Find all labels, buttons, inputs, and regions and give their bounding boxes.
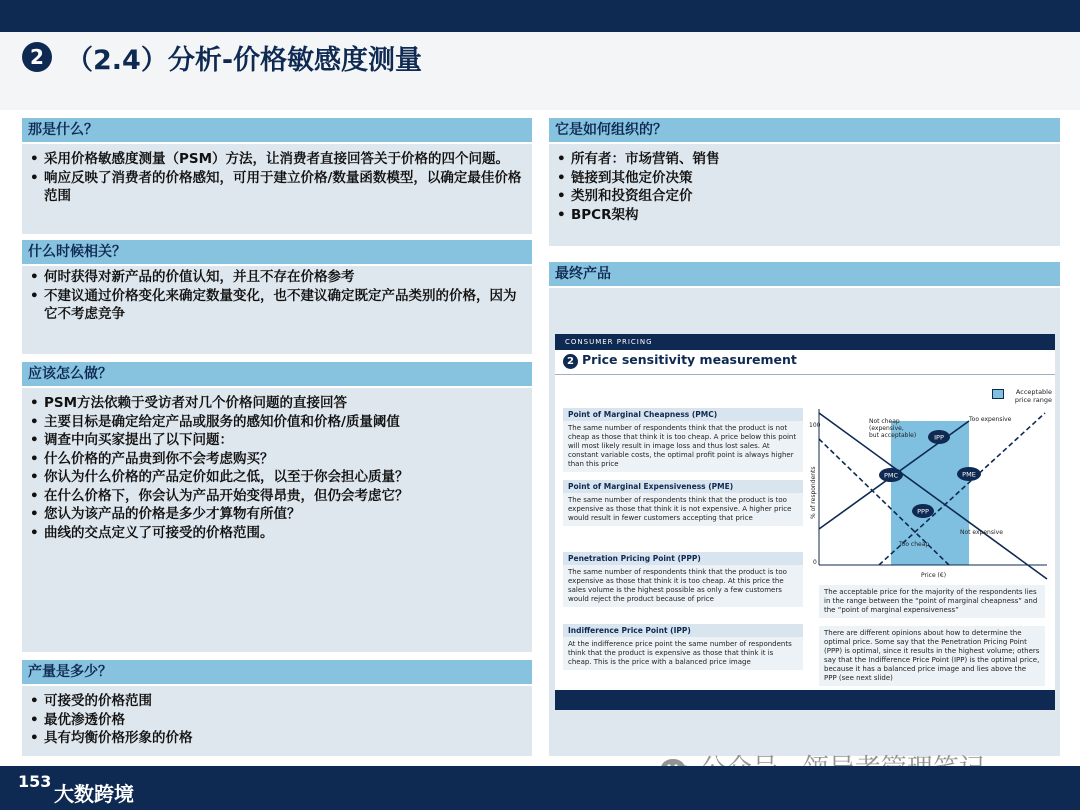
slide-title [563,352,797,369]
psm-chart [809,409,1051,581]
ipp-marker [928,430,950,444]
slide-kicker: CONSUMER PRICING [555,334,1055,350]
slide-title-text: Price sensitivity measurement [582,352,797,367]
definition-heading: Point of Marginal Cheapness (PMC) [563,408,803,421]
page-title: （2.4）分析-价格敏感度测量 [66,45,423,76]
list-item: • 什么价格的产品贵到你不会考虑购买？ [30,450,526,469]
definition-text: At the indifference price point the same number of respondents think that the product is expensive as those that think it is cheap. This is the price with a balanced price image [563,637,803,670]
x-axis-label: Price (€) [921,572,947,579]
top-bar [0,0,1080,32]
amount-panel [22,686,532,756]
list-item: • 在什么价格下，你会认为产品开始变得昂贵，但仍会考虑它？ [30,487,526,506]
note-optimal-price: There are different opinions about how to determine the optimal price. Some say that the Penetration Pricing Point (PPP) is optimal, since it results in the highest volume; others say that the Indifference Price Point (IPP) is the optimal price, because it has a balanced price image and lies above the PPP (see next slide) [819,626,1045,686]
bottom-bar [0,766,1080,810]
definition-heading: Indifference Price Point (IPP) [563,624,803,637]
list-item: • PSM方法依赖于受访者对几个价格问题的直接回答 [30,394,526,413]
y-zero-tick: 0 [813,559,817,566]
what-list [22,144,532,206]
list-item: • 可接受的价格范围 [30,692,526,711]
definition-pmc [563,408,803,472]
list-item: • 曲线的交点定义了可接受的价格范围。 [30,524,526,543]
list-item: • 主要目标是确定给定产品或服务的感知价值和价格/质量阈值 [30,413,526,432]
org-list [549,144,1060,224]
what-heading: 那是什么？ [22,118,532,142]
list-item: • 响应反映了消费者的价格感知，可用于建立价格/数量函数模型，以确定最佳价格范围 [30,169,526,206]
not-cheap-label-line3: but acceptable) [869,432,917,439]
list-item: • 最优渗透价格 [30,711,526,730]
how-panel [22,388,532,652]
list-item: • 链接到其他定价决策 [557,169,1054,188]
too-cheap-label: Too cheap [899,541,930,548]
brand-logo-text: 大数跨境 [54,782,134,806]
list-item: • 调查中向买家提出了以下问题： [30,431,526,450]
definition-text: The same number of respondents think that the product is not cheap as those that think it is too cheap. A price below this point will most likely result in image loss and thus lost sales. At constant variable costs, the optimal profit point is always higher than this price [563,421,803,472]
org-heading: 它是如何组织的？ [549,118,1060,142]
list-item: • 你认为什么价格的产品定价如此之低，以至于你会担心质量？ [30,468,526,487]
list-item: • 您认为该产品的价格是多少才算物有所值？ [30,505,526,524]
ipp-label: IPP [934,433,944,442]
y-axis-label: % of respondents [810,466,817,519]
not-cheap-label-line1: Not cheap [869,418,900,425]
amount-list [22,686,532,748]
y-top-tick: 100 [809,422,821,429]
how-list [22,388,532,542]
page-number: 153 [18,772,52,791]
definition-ppp [563,552,803,607]
not-cheap-label-line2: (expensive, [869,425,904,432]
list-item: • 所有者：市场营销、销售 [557,150,1054,169]
note-acceptable-range: The acceptable price for the majority of the respondents lies in the range between the “point of marginal cheapness” and the “point of marginal expensiveness” [819,585,1045,618]
slide-number-badge: 2 [563,354,578,369]
how-heading: 应该怎么做？ [22,362,532,386]
pme-label: PME [962,470,976,479]
what-panel [22,144,532,234]
list-item: • BPCR架构 [557,206,1054,225]
pme-marker [957,467,981,481]
not-expensive-label: Not expensive [960,529,1003,536]
too-expensive-label: Too expensive [969,416,1012,423]
slide-footer-bar [555,690,1055,710]
definition-heading: Point of Marginal Expensiveness (PME) [563,480,803,493]
when-list [22,266,532,324]
definition-text: The same number of respondents think that the product is too expensive as those that think it is not expensive. A higher price would result in fewer customers accepting that price [563,493,803,526]
list-item: • 采用价格敏感度测量（PSM）方法，让消费者直接回答关于价格的四个问题。 [30,150,526,169]
list-item: • 具有均衡价格形象的价格 [30,729,526,748]
product-heading: 最终产品 [549,262,1060,286]
definition-ipp [563,624,803,670]
org-panel [549,144,1060,246]
section-number-badge: 2 [22,42,52,72]
legend-label: Acceptable price range [1014,388,1052,404]
pmc-marker [879,468,903,482]
ppp-marker [912,504,934,518]
slide-divider [555,374,1055,375]
embedded-slide [555,334,1055,710]
acceptable-range-legend-swatch [992,389,1004,399]
ppp-label: PPP [917,507,929,516]
definition-pme [563,480,803,526]
definition-heading: Penetration Pricing Point (PPP) [563,552,803,565]
list-item: • 何时获得对新产品的价值认知，并且不存在价格参考 [30,268,526,287]
when-heading: 什么时候相关？ [22,240,532,264]
amount-heading: 产量是多少？ [22,660,532,684]
list-item: • 不建议通过价格变化来确定数量变化，也不建议确定既定产品类别的价格，因为它不考虑竞争 [30,287,526,324]
pmc-label: PMC [883,471,899,480]
list-item: • 类别和投资组合定价 [557,187,1054,206]
definition-text: The same number of respondents think that the product is too expensive as those that think it is too cheap. At this price the sales volume is the highest possible as only a few customers would reject the product because of price [563,565,803,607]
when-panel [22,266,532,354]
